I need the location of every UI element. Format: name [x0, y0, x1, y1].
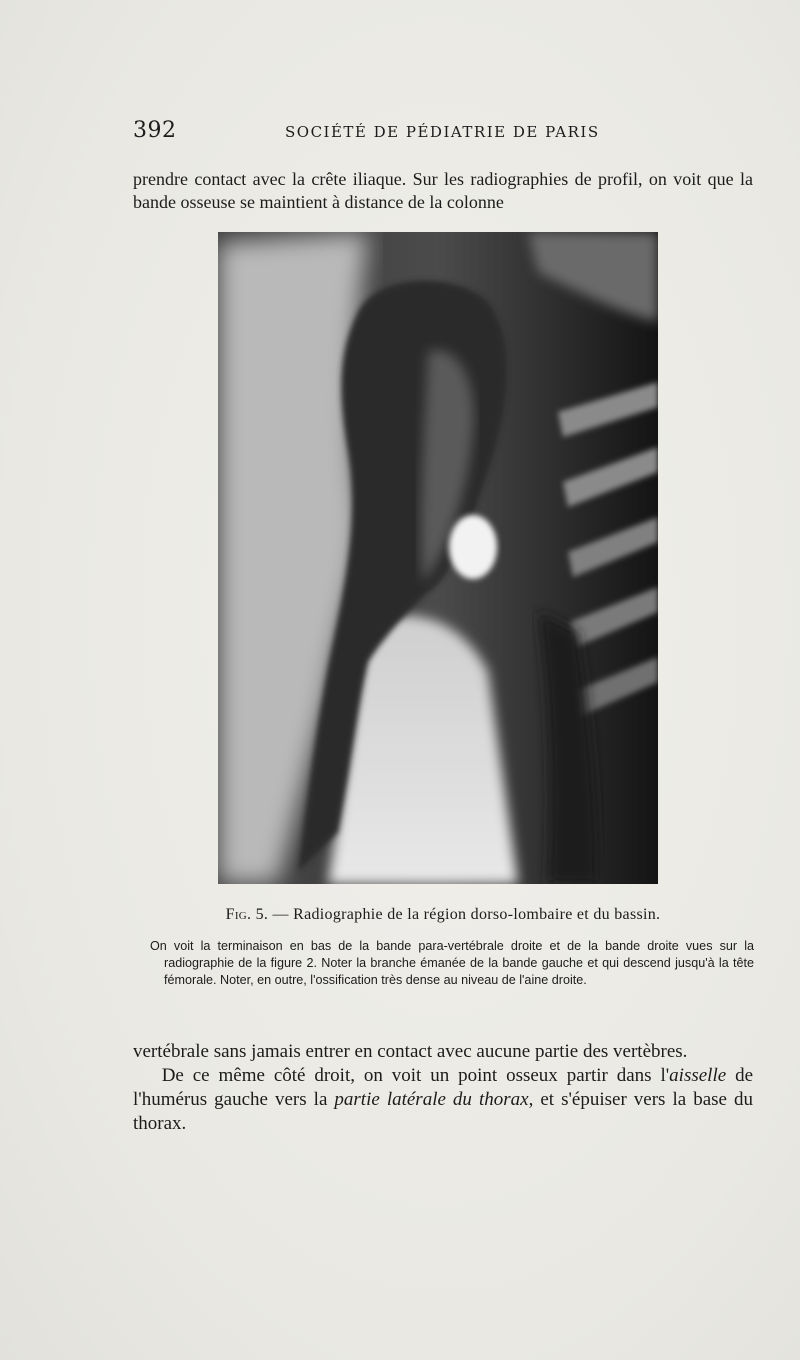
figure-caption-text: On voit la terminaison en bas de la bande para-vertébrale droite et de la bande droite vues sur la radiographie de la figure 2. Noter la branche émanée de la bande gauche et qui descend jusqu'à la tête fémorale. Noter, en outre, l'ossification très dense au niveau de l'aine droite.	[150, 939, 754, 987]
figure-title	[133, 906, 753, 924]
bottom-paragraph-2	[133, 1064, 753, 1136]
p2-end: , et s'épuiser vers la base du thorax.	[133, 1089, 753, 1134]
x-ray-photograph-icon	[218, 232, 658, 884]
figure-title-text: — Radiographie de la région dorso-lombaire et du bassin.	[268, 906, 661, 923]
page-number: 392	[133, 118, 177, 143]
figure-caption	[150, 938, 754, 989]
bottom-paragraph-1: vertébrale sans jamais entrer en contact avec aucune partie des vertèbres.	[133, 1041, 688, 1062]
bottom-text	[133, 1040, 753, 1136]
p2-em-partie: partie latérale du thorax	[334, 1089, 529, 1110]
running-title: SOCIÉTÉ DE PÉDIATRIE DE PARIS	[285, 123, 600, 141]
top-paragraph: prendre contact avec la crête iliaque. Sur les radiographies de profil, on voit que la bande osseuse se maintient à distance de la colonne	[133, 169, 753, 212]
p2-em-aisselle: aisselle	[669, 1065, 727, 1086]
page-header	[133, 118, 745, 148]
p2-mid: de l'humérus gauche vers la	[133, 1065, 753, 1110]
x-ray-figure	[218, 232, 658, 884]
figure-label: Fig. 5.	[225, 906, 269, 923]
p2-start: De ce même côté droit, on voit un point osseux partir dans l'	[161, 1065, 670, 1086]
